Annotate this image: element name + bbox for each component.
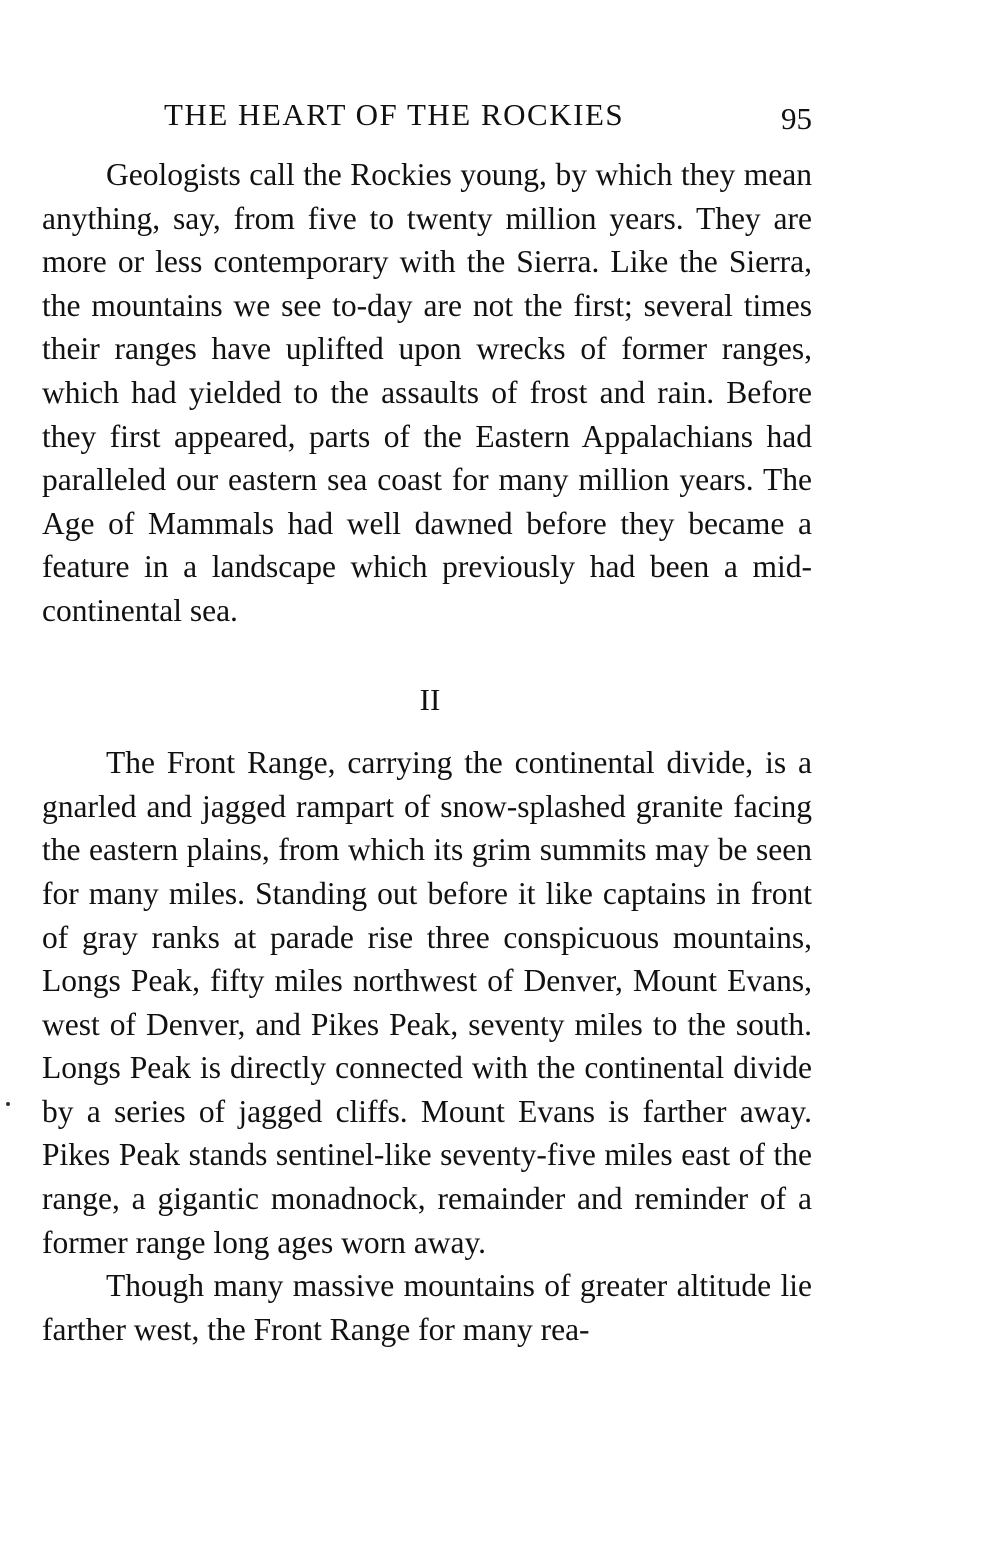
margin-speck [6,1102,10,1106]
paragraph-front-range: The Front Range, carrying the continental divide, is a gnarled and jagged rampart of snow-splashed granite facing the eastern plains, from which its grim summits may be seen for many miles. Standing out before it like captains in front of gray ranks at parade rise three conspicuous mountains, Longs Peak, fifty miles northwest of Denver, Mount Evans, west of Denver, and Pikes Peak, seventy miles to the south. Longs Peak is directly connected with the continental divide by a series of jagged cliffs. Mount Evans is farther away. Pikes Peak stands sentinel-like seventy-five miles east of the range, a gigantic monadnock, remainder and reminder of a former range long ages worn away. [42,745,812,1260]
paragraph-geologists: Geologists call the Rockies young, by which they mean anything, say, from five to twenty million years. They are more or less contemporary with the Sierra. Like the Sierra, the mountains we see to-day are not the first; several times their ranges have uplifted upon wrecks of former ranges, which had yielded to the assaults of frost and rain. Before they first appeared, parts of the Eastern Appalachians had paralleled our eastern sea coast for many million years. The Age of Mammals had well dawned before they became a feature in a landscape which previously had been a mid-continental sea. [42,157,812,628]
page-number: 95 [781,101,812,136]
page-body [42,153,812,1351]
page-header [42,92,812,138]
section-heading: II [419,681,441,717]
running-title: THE HEART OF THE ROCKIES [164,97,625,132]
paragraph-greater-altitude: Though many massive mountains of greater altitude lie farther west, the Front Range for many rea- [42,1268,812,1347]
